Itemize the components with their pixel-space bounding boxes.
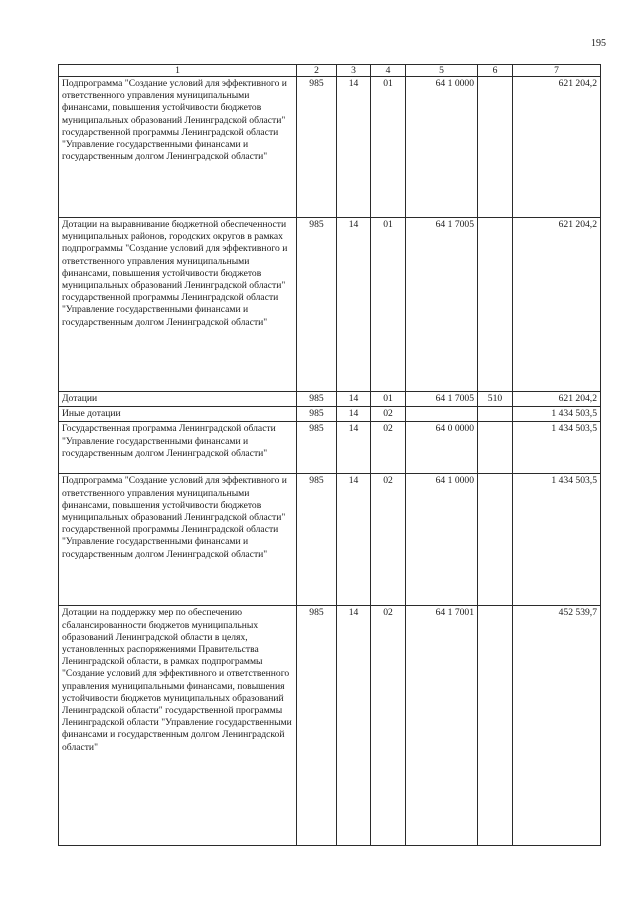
row-amount-cell: 621 204,2	[513, 392, 601, 407]
row-type-cell	[478, 77, 513, 218]
table-row	[59, 77, 601, 218]
row-amount-cell: 1 434 503,5	[513, 407, 601, 422]
header-cell: 5	[406, 65, 478, 77]
page-number: 195	[591, 38, 606, 49]
row-section-cell: 14	[337, 606, 371, 846]
row-section-cell: 14	[337, 422, 371, 474]
row-type-cell	[478, 422, 513, 474]
row-name-cell: Подпрограмма "Создание условий для эффективного и ответственного управления муниципальными финансами, повышения устойчивости бюджетов муниципальных образований Ленинградской области" государственной программы Ленинградской области "Управление государственными финансами и государственным долгом Ленинградской области"	[59, 77, 297, 218]
row-code-cell: 985	[297, 606, 337, 846]
row-subsection-cell: 02	[371, 422, 406, 474]
row-subsection-cell: 02	[371, 474, 406, 606]
row-type-cell	[478, 218, 513, 392]
row-code-cell: 985	[297, 218, 337, 392]
row-name-cell: Дотации на поддержку мер по обеспечению сбалансированности бюджетов муниципальных образований Ленинградской области в целях, установленных распоряжениями Правительства Ленинградской области, в рамках подпрограммы "Создание условий для эффективного и ответственного управления муниципальными финансами, повышения устойчивости бюджетов муниципальных образований Ленинградской области" государственной программы Ленинградской области "Управление государственными финансами и государственным долгом Ленинградской области"	[59, 606, 297, 846]
row-section-cell: 14	[337, 218, 371, 392]
table-row	[59, 392, 601, 407]
row-target-cell: 64 1 0000	[406, 474, 478, 606]
row-type-cell	[478, 606, 513, 846]
row-section-cell: 14	[337, 77, 371, 218]
row-target-cell	[406, 407, 478, 422]
table-row	[59, 407, 601, 422]
row-amount-cell: 452 539,7	[513, 606, 601, 846]
table-row	[59, 218, 601, 392]
row-code-cell: 985	[297, 77, 337, 218]
table-row	[59, 606, 601, 846]
table-header-row	[59, 65, 601, 77]
row-name-cell: Дотации	[59, 392, 297, 407]
header-cell: 2	[297, 65, 337, 77]
header-cell: 1	[59, 65, 297, 77]
row-type-cell: 510	[478, 392, 513, 407]
table-row	[59, 474, 601, 606]
row-code-cell: 985	[297, 474, 337, 606]
row-code-cell: 985	[297, 407, 337, 422]
row-target-cell: 64 1 7005	[406, 218, 478, 392]
row-target-cell: 64 1 0000	[406, 77, 478, 218]
row-target-cell: 64 1 7001	[406, 606, 478, 846]
header-cell: 6	[478, 65, 513, 77]
row-type-cell	[478, 474, 513, 606]
row-amount-cell: 1 434 503,5	[513, 422, 601, 474]
row-target-cell: 64 1 7005	[406, 392, 478, 407]
table-row	[59, 422, 601, 474]
row-name-cell: Иные дотации	[59, 407, 297, 422]
header-cell: 4	[371, 65, 406, 77]
row-name-cell: Подпрограмма "Создание условий для эффективного и ответственного управления муниципальными финансами, повышения устойчивости бюджетов муниципальных образований Ленинградской области" государственной программы Ленинградской области "Управление государственными финансами и государственным долгом Ленинградской области"	[59, 474, 297, 606]
row-type-cell	[478, 407, 513, 422]
row-subsection-cell: 01	[371, 392, 406, 407]
row-name-cell: Дотации на выравнивание бюджетной обеспеченности муниципальных районов, городских округов в рамках подпрограммы "Создание условий для эффективного и ответственного управления муниципальными финансами, повышения устойчивости бюджетов муниципальных образований Ленинградской области" государственной программы Ленинградской области "Управление государственными финансами и государственным долгом Ленинградской области"	[59, 218, 297, 392]
row-section-cell: 14	[337, 474, 371, 606]
row-target-cell: 64 0 0000	[406, 422, 478, 474]
budget-table	[58, 64, 601, 846]
row-amount-cell: 1 434 503,5	[513, 474, 601, 606]
row-name-cell: Государственная программа Ленинградской области "Управление государственными финансами и государственным долгом Ленинградской области"	[59, 422, 297, 474]
row-code-cell: 985	[297, 392, 337, 407]
row-section-cell: 14	[337, 407, 371, 422]
row-amount-cell: 621 204,2	[513, 218, 601, 392]
row-subsection-cell: 02	[371, 407, 406, 422]
row-subsection-cell: 02	[371, 606, 406, 846]
row-amount-cell: 621 204,2	[513, 77, 601, 218]
row-section-cell: 14	[337, 392, 371, 407]
row-subsection-cell: 01	[371, 77, 406, 218]
header-cell: 7	[513, 65, 601, 77]
header-cell: 3	[337, 65, 371, 77]
row-subsection-cell: 01	[371, 218, 406, 392]
row-code-cell: 985	[297, 422, 337, 474]
